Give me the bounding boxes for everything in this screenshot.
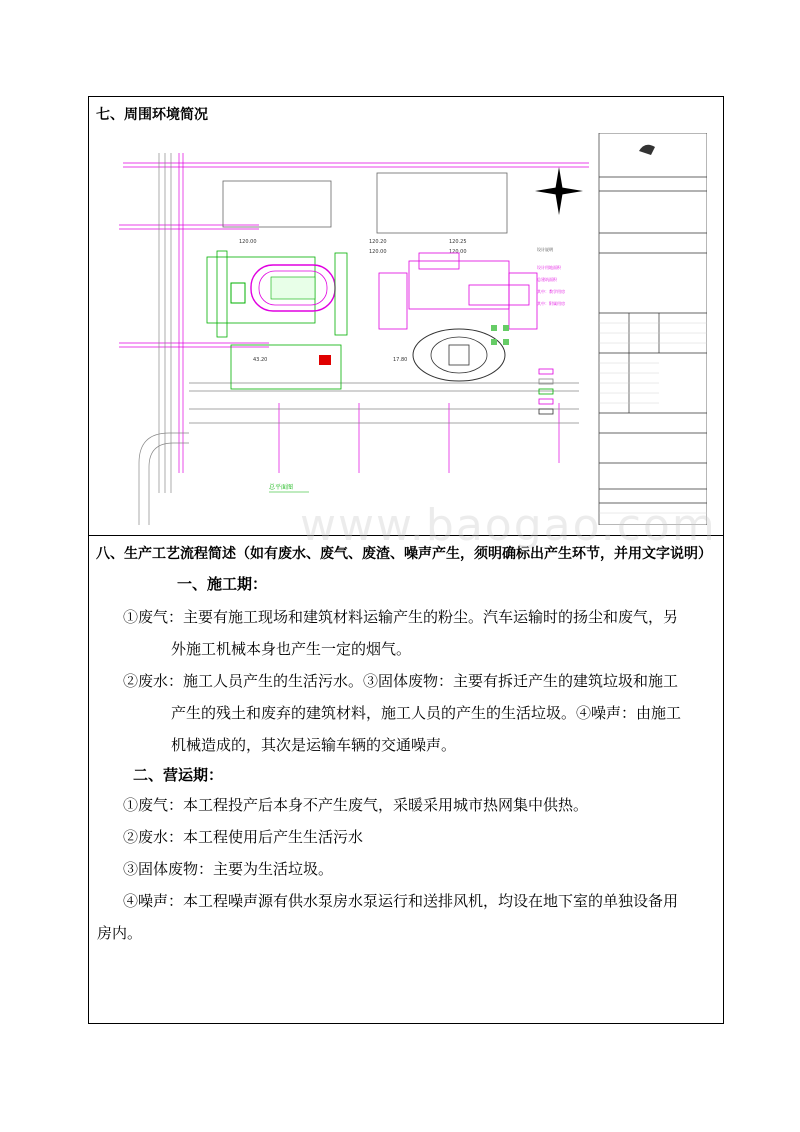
svg-text:设计用地面积: 设计用地面积	[537, 265, 561, 270]
dim-label: 120.00	[449, 249, 467, 255]
svg-text:其中：附属用房: 其中：附属用房	[537, 301, 565, 306]
paragraph-line: ④噪声：本工程噪声源有供水泵房水泵运行和送排风机，均设在地下室的单独设备用	[123, 892, 679, 910]
site-plan-label: 总平面图	[269, 484, 294, 491]
paragraph-line: 机械造成的，其次是运输车辆的交通噪声。	[171, 736, 457, 754]
site-plan-drawing	[119, 133, 707, 525]
construction-subtitle: 一、施工期：	[177, 575, 268, 593]
operation-noise-paragraph	[97, 885, 721, 949]
dim-label: 120.00	[369, 249, 387, 255]
paragraph-line: 产生的残土和废弃的建筑材料，施工人员的产生的生活垃圾。④噪声：由施工	[171, 704, 682, 722]
dim-label: 120.25	[449, 239, 467, 245]
dim-label: 43.20	[253, 357, 268, 363]
operation-subtitle: 二、营运期：	[133, 766, 224, 784]
operation-gas-paragraph: ①废气：本工程投产后本身不产生废气，采暖采用城市热网集中供热。	[123, 796, 589, 814]
watermark: www.baogao.com	[300, 500, 717, 551]
dim-label: 120.20	[369, 239, 387, 245]
operation-solid-paragraph: ③固体废物：主要为生活垃圾。	[123, 860, 334, 878]
section8-title: 八、生产工艺流程简述（如有废水、废气、废渣、噪声产生，须明确标出产生环节，并用文字说明）	[96, 546, 712, 562]
dim-label: 17.80	[393, 357, 408, 363]
paragraph-line: 外施工机械本身也产生一定的烟气。	[171, 640, 412, 658]
paragraph-line: 房内。	[97, 924, 143, 942]
paragraph-line: ②废水：施工人员产生的生活污水。③固体废物：主要有拆迁产生的建筑垃圾和施工	[123, 672, 679, 690]
dim-label: 120.00	[239, 239, 257, 245]
operation-water-paragraph: ②废水：本工程使用后产生生活污水	[123, 828, 364, 846]
construction-water-paragraph	[123, 665, 719, 761]
construction-gas-paragraph	[123, 601, 719, 665]
form-table	[88, 96, 724, 1024]
paragraph-line: ①废气：主要有施工现场和建筑材料运输产生的粉尘。汽车运输时的扬尘和废气，另	[123, 608, 679, 626]
section7-title: 七、周围环境简况	[96, 107, 208, 123]
svg-text:总建筑面积: 总建筑面积	[537, 277, 557, 282]
legend-title: 设计说明	[537, 247, 553, 252]
svg-text:其中：教学用房: 其中：教学用房	[537, 289, 565, 294]
